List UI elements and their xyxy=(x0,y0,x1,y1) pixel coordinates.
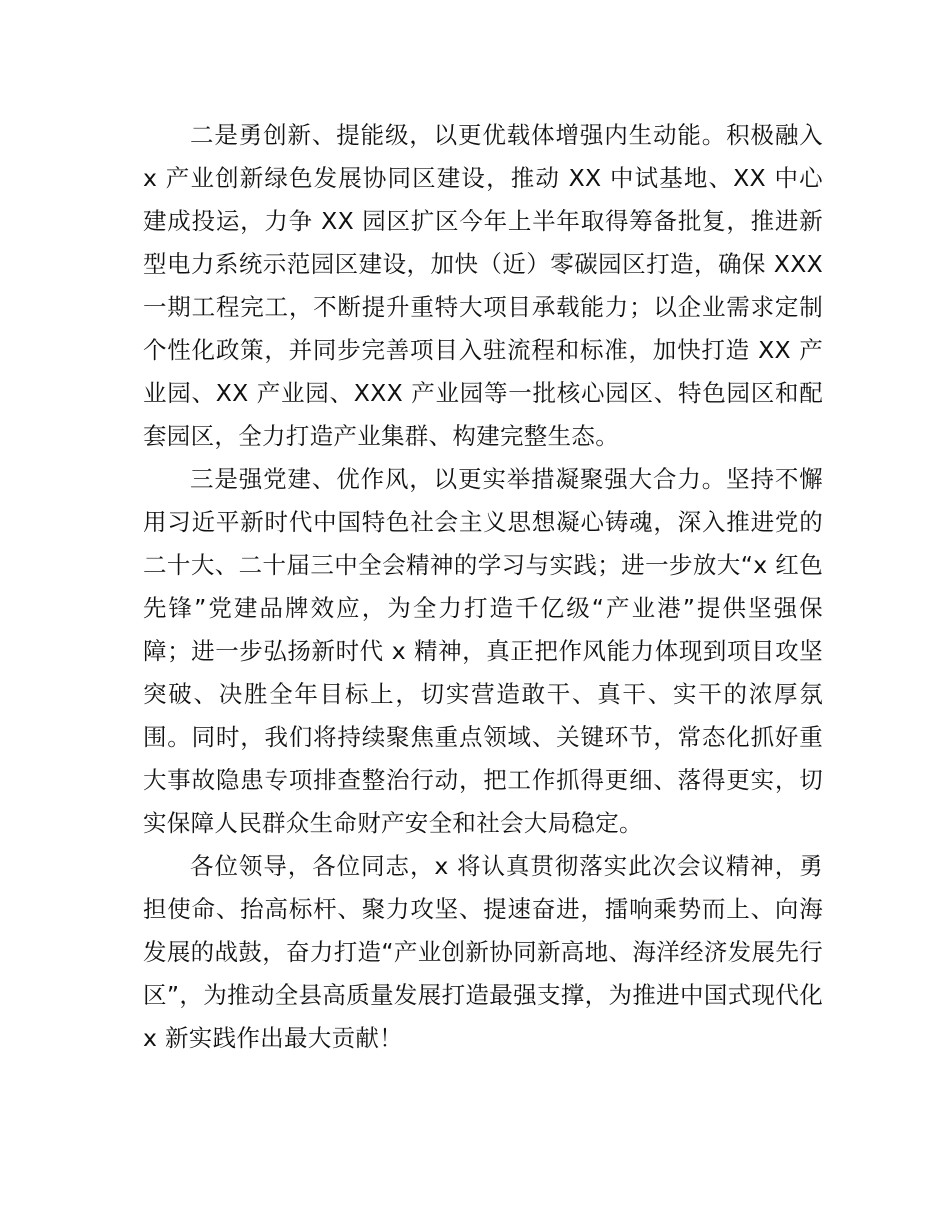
document-body xyxy=(143,114,823,1060)
paragraph-closing: 各位领导，各位同志，x 将认真贯彻落实此次会议精神，勇担使命、抬高标杆、聚力攻坚、提速奋进，擂响乘势而上、向海发展的战鼓，奋力打造“产业创新协同新高地、海洋经济发展先行区”，为推动全县高质量发展打造最强支撑，为推进中国式现代化 x 新实践作出最大贡献！ xyxy=(143,852,823,1052)
paragraph-party-building: 三是强党建、优作风，以更实举措凝聚强大合力。坚持不懈用习近平新时代中国特色社会主义思想凝心铸魂，深入推进党的二十大、二十届三中全会精神的学习与实践；进一步放大“x 红色先锋”党建品牌效应，为全力打造千亿级“产业港”提供坚强保障；进一步弘扬新时代 x 精神，真正把作风能力体现到项目攻坚突破、决胜全年目标上，切实营造敢干、真干、实干的浓厚氛围。同时，我们将持续聚焦重点领域、关键环节，常态化抓好重大事故隐患专项排查整治行动，把工作抓得更细、落得更实，切实保障人民群众生命财产安全和社会大局稳定。 xyxy=(143,465,823,837)
paragraph-innovation: 二是勇创新、提能级，以更优载体增强内生动能。积极融入 x 产业创新绿色发展协同区建设，推动 XX 中试基地、XX 中心建成投运，力争 XX 园区扩区今年上半年取得筹备批复，推进新型电力系统示范园区建设，加快（近）零碳园区打造，确保 XXX 一期工程完工，不断提升重特大项目承载能力；以企业需求定制个性化政策，并同步完善项目入驻流程和标准，加快打造 XX 产业园、XX 产业园、XXX 产业园等一批核心园区、特色园区和配套园区，全力打造产业集群、构建完整生态。 xyxy=(143,121,823,450)
